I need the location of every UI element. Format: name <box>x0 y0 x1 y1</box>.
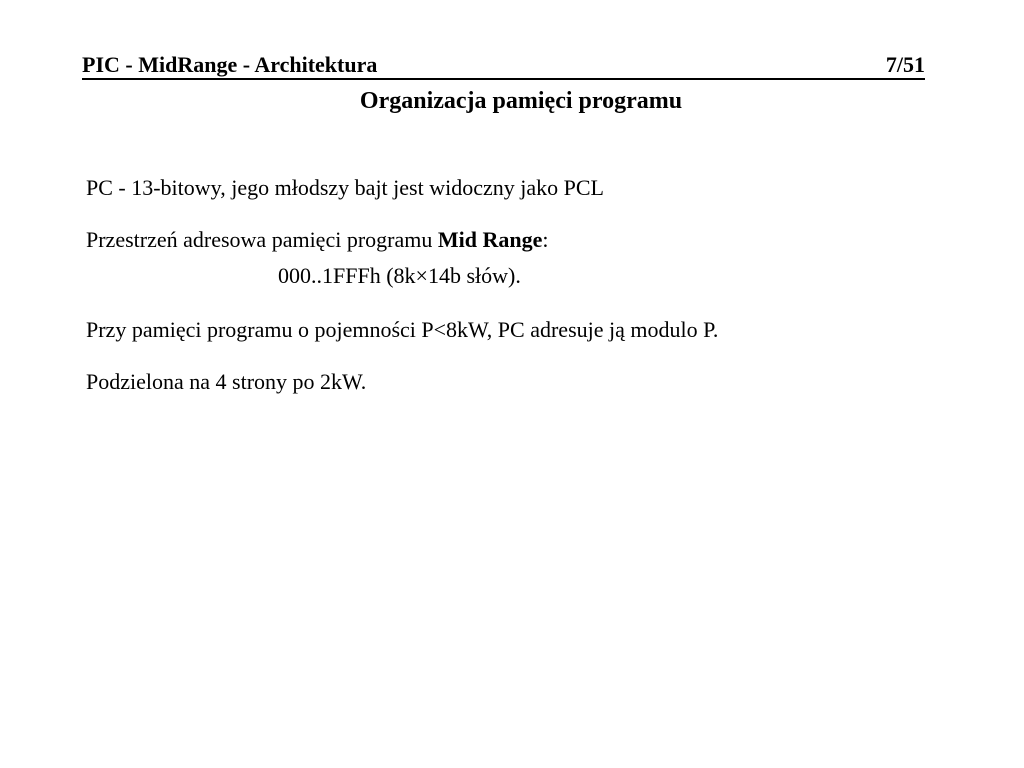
paragraph-address-space <box>86 226 548 254</box>
address-space-colon: : <box>542 227 549 252</box>
address-space-text: Przestrzeń adresowa pamięci programu <box>86 227 438 252</box>
mid-range-term: Mid Range <box>437 227 543 252</box>
page-number: 7/51 <box>885 52 925 77</box>
slide-subtitle: Organizacja pamięci programu <box>359 88 683 114</box>
paragraph-pages: Podzielona na 4 strony po 2kW. <box>86 369 367 394</box>
address-range: 000..1FFFh (8k×14b słów). <box>278 263 521 288</box>
header-title: PIC - MidRange - Architektura <box>82 52 378 77</box>
paragraph-pc-bits: PC - 13-bitowy, jego młodszy bajt jest widoczny jako PCL <box>86 175 604 200</box>
paragraph-modulo: Przy pamięci programu o pojemności P<8kW, PC adresuje ją modulo P. <box>86 317 719 342</box>
slide-header <box>82 52 925 80</box>
